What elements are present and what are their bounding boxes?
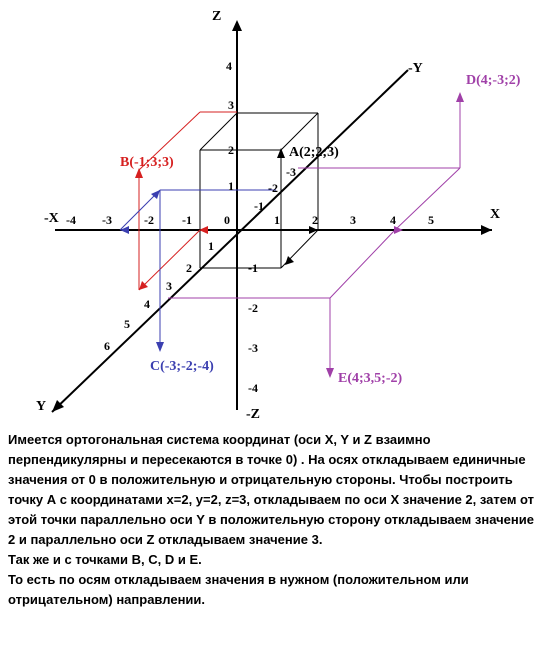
z-tick: -4 (248, 381, 258, 395)
z-tick: 3 (228, 98, 234, 112)
z-tick: -2 (248, 301, 258, 315)
y-pos-label: Y (36, 399, 47, 414)
explanation-paragraph: Так же и с точками В, С, D и Е. (8, 552, 202, 567)
explanation-paragraph: Имеется ортогональная система координат (оси X, Y и Z взаимно перпендикулярны и пересекаются в точке 0) . На осях откладываем единичные значения от 0 в положительную и отрицательную стороны. Чтобы построить точку А с координатами x=2, y=2, z=3, откладываем по оси X значение 2, затем от этой точки параллельно оси Y в положительную сторону откладываем значение 2 и параллельно оси Z откладываем значение 3. (8, 432, 535, 547)
z-tick: 1 (228, 179, 234, 193)
x-tick: 0 (224, 213, 230, 227)
explanation-text (8, 430, 540, 610)
y-tick: 4 (144, 297, 150, 311)
y-tick: 2 (186, 261, 192, 275)
x-tick: 5 (428, 213, 434, 227)
point-c-label: C(-3;-2;-4) (150, 359, 214, 374)
z-tick-labels (226, 59, 258, 395)
y-tick: 1 (208, 239, 214, 253)
z-pos-label: Z (212, 9, 222, 24)
point-b-label: B(-1;3;3) (120, 155, 174, 170)
x-neg-label: -X (44, 211, 59, 226)
z-neg-label: -Z (246, 407, 260, 422)
z-tick: -1 (248, 261, 258, 275)
blue-x-marker (120, 226, 129, 234)
x-tick: -2 (144, 213, 154, 227)
explanation-paragraph: То есть по осям откладываем значения в нужном (положительном или отрицательном) направлении. (8, 572, 469, 607)
point-a-label: A(2;2;3) (289, 145, 339, 160)
x-axis-arrow (481, 225, 492, 235)
y-tick: -1 (254, 199, 264, 213)
x-tick: -1 (182, 213, 192, 227)
z-tick: 4 (226, 59, 232, 73)
y-neg-label: -Y (408, 61, 423, 76)
y-tick: 5 (124, 317, 130, 331)
point-e-marker (326, 368, 334, 378)
construction-d (298, 95, 460, 230)
point-c-marker (156, 342, 164, 352)
x-tick: 3 (350, 213, 356, 227)
y-tick: 3 (166, 279, 172, 293)
y-tick: 6 (104, 339, 110, 353)
black-y-marker (285, 256, 294, 265)
y-tick: -3 (286, 165, 296, 179)
x-pos-label: X (490, 207, 501, 222)
y-axis (52, 70, 408, 412)
x-tick: -4 (66, 213, 76, 227)
x-tick: 1 (274, 213, 280, 227)
x-tick-labels (66, 213, 434, 227)
y-tick: -2 (268, 181, 278, 195)
point-d-label: D(4;-3;2) (466, 73, 521, 88)
z-tick: 2 (228, 143, 234, 157)
x-tick: -3 (102, 213, 112, 227)
point-d-marker (456, 92, 464, 102)
x-tick: 4 (390, 213, 396, 227)
point-e-label: E(4;3,5;-2) (338, 371, 403, 386)
z-axis-arrow (232, 20, 242, 31)
black-x-marker (309, 226, 318, 234)
x-tick: 2 (312, 213, 318, 227)
z-tick: -3 (248, 341, 258, 355)
